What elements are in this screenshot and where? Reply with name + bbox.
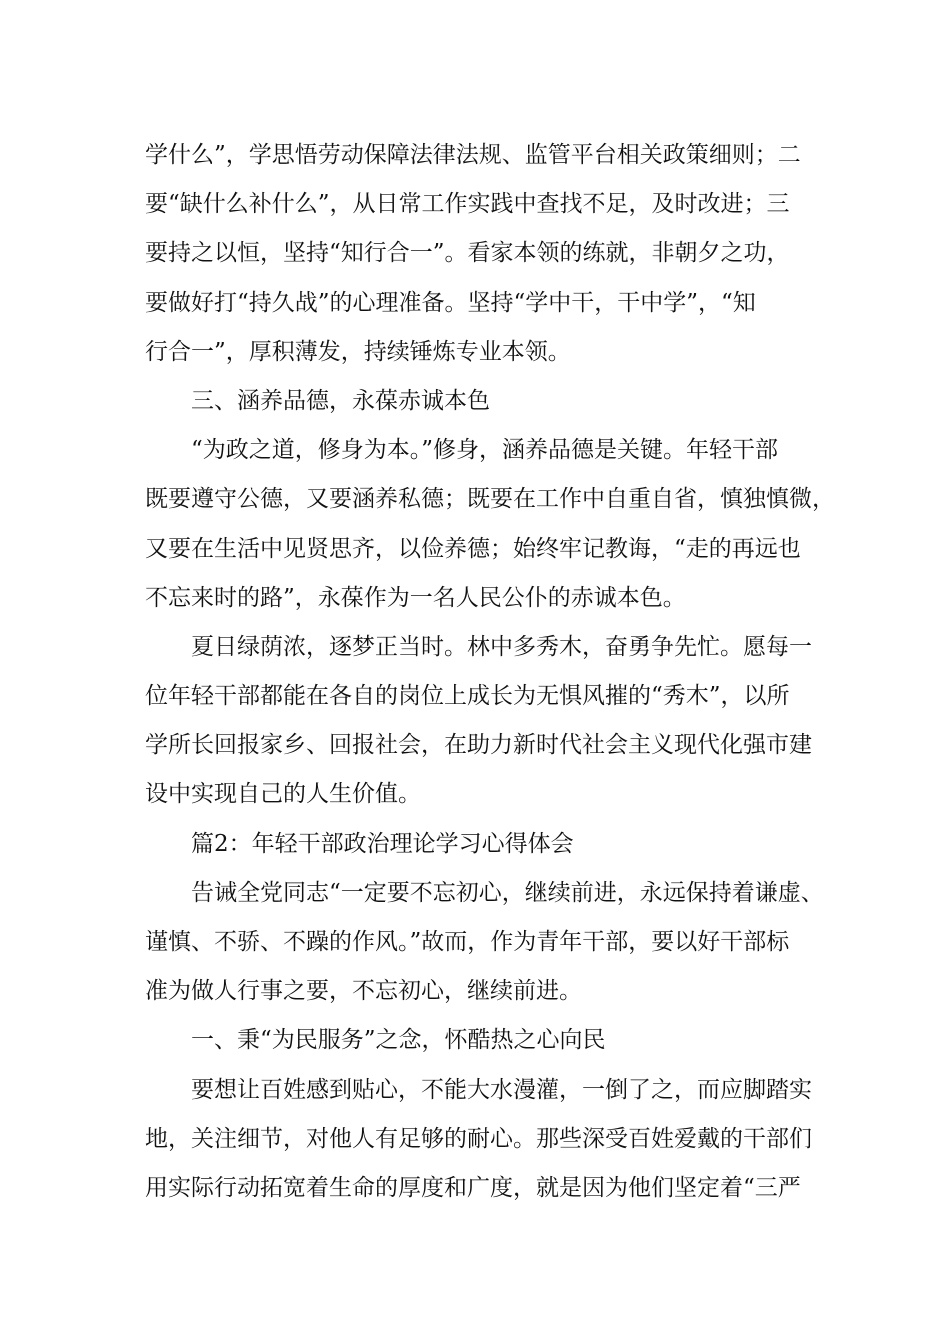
- text-line: 用实际行动拓宽着生命的厚度和广度，就是因为他们坚定着“三严: [145, 1174, 801, 1201]
- text-line: 地，关注细节，对他人有足够的耐心。那些深受百姓爱戴的干部们: [145, 1125, 812, 1152]
- text-line: 要做好打“持久战”的心理准备。坚持“学中干，干中学”，“知: [145, 289, 756, 316]
- text-line: 行合一”，厚积薄发，持续锤炼专业本领。: [145, 338, 571, 365]
- text-line: 设中实现自己的人生价值。: [145, 781, 421, 808]
- body-text: [145, 131, 835, 1213]
- text-line: 告诫全党同志“一定要不忘初心，继续前进，永远保持着谦虚、: [191, 879, 824, 906]
- text-line: 不忘来时的路”，永葆作为一名人民公仆的赤诚本色。: [145, 584, 686, 611]
- text-line: 又要在生活中见贤思齐，以俭养德；始终牢记教诲，“走的再远也: [145, 535, 801, 562]
- text-line: 位年轻干部都能在各自的岗位上成长为无惧风摧的“秀木”，以所: [145, 683, 790, 710]
- text-line: 既要遵守公德，又要涵养私德；既要在工作中自重自省，慎独慎微，: [145, 486, 835, 513]
- text-line: 谨慎、不骄、不躁的作风。”故而，作为青年干部，要以好干部标: [145, 929, 790, 955]
- article-heading: 篇2：年轻干部政治理论学习心得体会: [191, 830, 574, 857]
- text-line: 学什么”，学思悟劳动保障法律法规、监管平台相关政策细则；二: [145, 142, 801, 168]
- text-line: “为政之道，修身为本。”修身，涵养品德是关键。年轻干部: [191, 437, 779, 464]
- text-line: 要想让百姓感到贴心，不能大水漫灌，一倒了之，而应脚踏实: [191, 1076, 812, 1103]
- text-line: 夏日绿荫浓，逐梦正当时。林中多秀木，奋勇争先忙。愿每一: [191, 633, 812, 660]
- text-line: 要持之以恒，坚持“知行合一”。看家本领的练就，非朝夕之功，: [145, 240, 790, 267]
- text-line: 准为做人行事之要，不忘初心，继续前进。: [145, 978, 582, 1005]
- text-line: 学所长回报家乡、回报社会，在助力新时代社会主义现代化强市建: [145, 732, 812, 759]
- section-heading: 一、秉“为民服务”之念，怀酷热之心向民: [191, 1027, 606, 1054]
- section-heading: 三、涵养品德，永葆赤诚本色: [191, 387, 490, 414]
- text-line: 要“缺什么补什么”，从日常工作实践中查找不足，及时改进；三: [145, 191, 790, 218]
